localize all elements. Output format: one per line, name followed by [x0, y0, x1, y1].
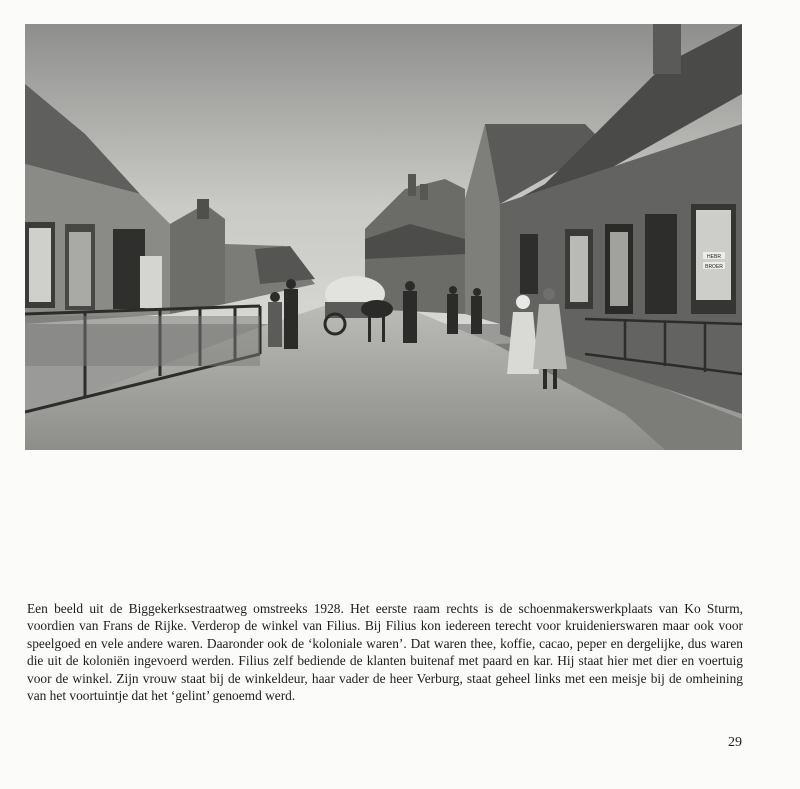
- street-photograph: [25, 24, 742, 450]
- front-garden: [25, 316, 260, 366]
- photo-caption: Een beeld uit de Biggekerksestraatweg omstreeks 1928. Het eerste raam rechts is de schoenmakerswerkplaats van Ko Sturm, voordien van Frans de Rijke. Verderop de winkel van Filius. Bij Filius kon iedereen terecht voor kruidenierswaren maar ook voor speelgoed en vele andere waren. Daaronder ook de ‘koloniale waren’. Dat waren thee, koffie, cacao, peper en dergelijke, dus waren die uit de koloniën ingevoerd werden. Filius zelf bediende de klanten buitenaf met paard en kar. Hij staat hier met dier en voertuig voor de winkel. Zijn vrouw staat bij de winkeldeur, haar vader de heer Verburg, staat geheel links met een meisje bij de omheining van het voortuintje dat het ‘gelint’ genoemd werd.: [27, 601, 743, 704]
- page-number: 29: [728, 735, 742, 750]
- shop-sign-line-2: BROER: [705, 264, 723, 270]
- shop-sign-line-1: HEBR: [707, 254, 721, 260]
